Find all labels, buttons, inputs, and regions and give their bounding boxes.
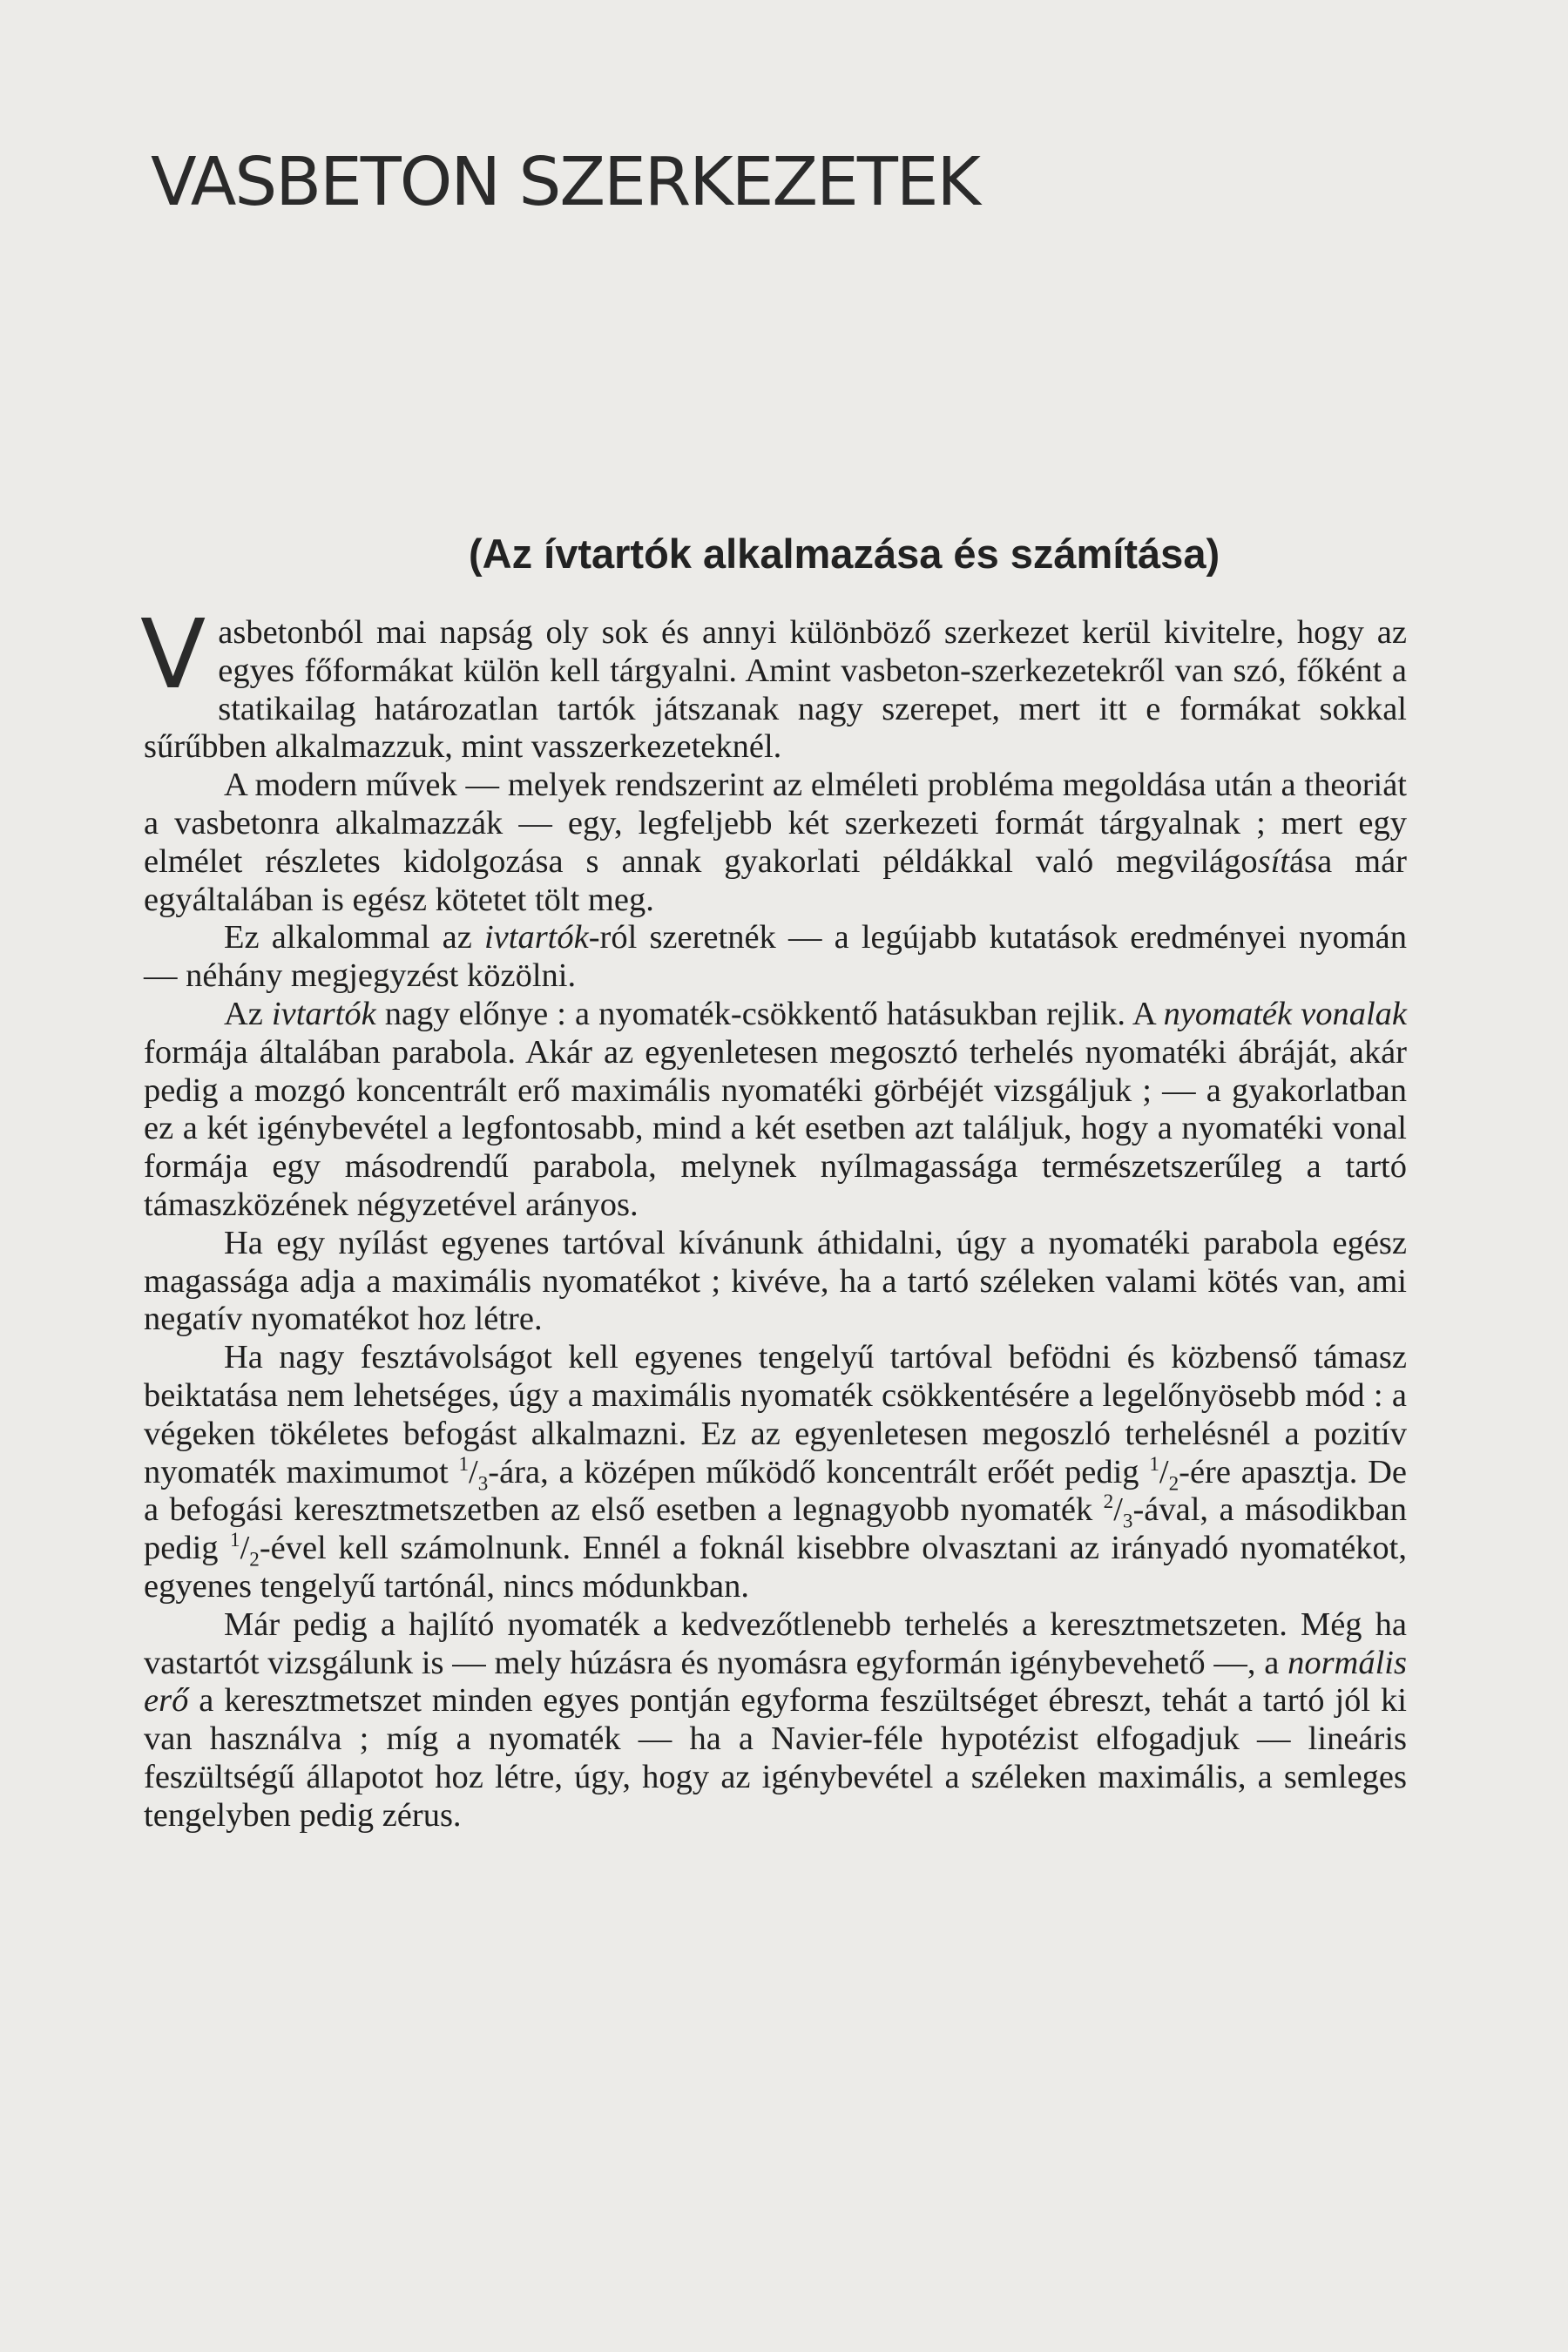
fraction-1-numerator: 1 bbox=[458, 1451, 469, 1475]
paragraph-7-emphasis: normális erő bbox=[144, 1644, 1407, 1720]
paragraph-6-text-e: -ével kell számolnunk. Ennél a foknál kisebbre olvasztani az irányadó nyomatékot, egyenes tengelyű tartónál, nincs módunkban. bbox=[144, 1530, 1407, 1605]
fraction-4-denominator: 2 bbox=[249, 1547, 260, 1571]
paragraph-1 bbox=[140, 598, 1407, 767]
article-body bbox=[140, 598, 1408, 1835]
paragraph-4-text-e: formája általában parabola. Akár az egyenletesen megosztó terhelés nyomatéki ábráját, akár pedig a mozgó koncentrált erő maximális nyomatéki görbéjét vizsgáljuk ; — a gyakorlatban ez a két igénybevétel a legfontosabb, mind a két esetben azt találjuk, hogy a nyomatéki vonal formája egy másodrendű parabola, melynek nyílmagassága természetszerűleg a tartó támaszközének négyzetével arányos. bbox=[144, 1033, 1407, 1223]
paragraph-5: Ha egy nyílást egyenes tartóval kívánunk áthidalni, úgy a nyomatéki parabola egész magassága adja a maximális nyomatékot ; kivéve, ha a tartó széleken valami kötés van, ami negatív nyomatékot hoz létre. bbox=[144, 1224, 1407, 1338]
fraction-2-denominator: 2 bbox=[1168, 1471, 1179, 1495]
paragraph-7-text-a: Már pedig a hajlító nyomaték a kedvezőtlenebb terhelés a keresztmetszeten. Még ha vastartót vizsgálunk is — mely húzásra és nyomásra egyformán igénybevehető —, a bbox=[144, 1605, 1407, 1681]
paragraph-4-text-a: Az bbox=[224, 995, 272, 1032]
paragraph-6-text-b: -ára, a középen működő koncentrált erőét pedig bbox=[488, 1453, 1150, 1490]
paragraph-3-text-a: Ez alkalommal az bbox=[224, 919, 484, 956]
fraction-3-denominator: 3 bbox=[1122, 1510, 1133, 1533]
paragraph-2 bbox=[144, 767, 1407, 919]
paragraph-6-text-a: Ha nagy fesztávolságot kell egyenes tengelyű tartóval befödni és közbenső támasz beiktatása nem lehetséges, úgy a maximális nyomaték csökkentésére a legelőnyösebb mód : a végeken tökéletes befogást alkalmazni. Ez az egyenletesen megoszló terhelésnél a pozitív nyomaték maximumot bbox=[144, 1339, 1407, 1490]
paragraph-2-text-c: ása már egyáltalában is egész kötetet tölt meg. bbox=[144, 842, 1407, 918]
paragraph-4 bbox=[144, 996, 1407, 1225]
fraction-2-numerator: 1 bbox=[1149, 1451, 1159, 1475]
drop-cap: V bbox=[140, 598, 206, 710]
fraction-1-denominator: 3 bbox=[477, 1471, 489, 1495]
fraction-4-numerator: 1 bbox=[230, 1528, 240, 1551]
paragraph-1-text: asbetonból mai napság oly sok és annyi különböző szerkezet kerül kivitelre, hogy az egyes főformákat külön kell tárgyalni. Amint vasbeton-szerkezetekről van szó, főként a statikailag határozatlan tartók játszanak nagy szerepet, mert itt e formákat sokkal sűrűbben alkalmazzuk, mint vasszerkezeteknél. bbox=[144, 614, 1407, 766]
paragraph-3 bbox=[144, 919, 1407, 996]
paragraph-7 bbox=[144, 1606, 1407, 1835]
page-title: VASBETON SZERKEZETEK bbox=[151, 144, 979, 221]
paragraph-4-emphasis-1: ivtartók bbox=[271, 995, 376, 1032]
paragraph-4-text-c: nagy előnye : a nyomaték-csökkentő hatásukban rejlik. A bbox=[375, 995, 1164, 1032]
paragraph-6-text-c: -ére apasztja. De a befogási keresztmetszetben az első esetben a legnagyobb nyomaték bbox=[144, 1453, 1407, 1529]
paragraph-4-emphasis-2: nyomaték vonalak bbox=[1163, 995, 1407, 1032]
paragraph-7-text-c: a keresztmetszet minden egyes pontján egyforma feszültséget ébreszt, tehát a tartó jól ki van használva ; míg a nyomaték — ha a Navier-féle hypotézist elfogadjuk — lineáris feszültségű állapotot hoz létre, úgy, hogy az igénybevétel a széleken maximális, a semleges tengelyben pedig zérus. bbox=[144, 1682, 1407, 1834]
paragraph-6: Ha nagy fesztávolságot kell egyenes tengelyű tartóval befödni és közbenső támasz beiktatása nem lehetséges, úgy a maximális nyomaték csökkentésére a legelőnyösebb mód : a végeken tökéletes befogást alkalmazni. Ez az egyenletesen megoszló terhelésnél a pozitív nyomaték maximumot $^1/_3$-ára, a középen működő koncentrált erőét pedig $^1/_2$-ére apasztja. De a befogási keresztmetszetben az első esetben a legnagyobb nyomaték $^2/_3$-ával, a másodikban pedig $^1/_2$-ével kell számolnunk. Ennél a foknál kisebbre olvasztani az irányadó nyomatékot, egyenes tengelyű tartónál, nincs módunkban. bbox=[144, 1339, 1408, 1605]
paragraph-3-text-c: -ról szeretnék — a legújabb kutatások eredményei nyomán — néhány megjegyzést közölni. bbox=[144, 919, 1407, 995]
paragraph-6-text-d: -ával, a másodikban pedig bbox=[144, 1491, 1408, 1567]
paragraph-2-text-a: A modern művek — melyek rendszerint az elméleti probléma megoldása után a theoriát a vasbetonra alkalmazzák — egy, legfeljebb két szerkezeti formát tárgyalnak ; mert egy elmélet részletes kidolgozása s annak gyakorlati példákkal való megvilágo bbox=[144, 767, 1407, 880]
paragraph-3-emphasis: ivtartók bbox=[483, 919, 589, 956]
fraction-3-numerator: 2 bbox=[1103, 1490, 1114, 1513]
paragraph-2-emphasis: sít bbox=[1257, 842, 1290, 880]
article-subtitle: (Az ívtartók alkalmazása és számítása) bbox=[469, 531, 1220, 577]
